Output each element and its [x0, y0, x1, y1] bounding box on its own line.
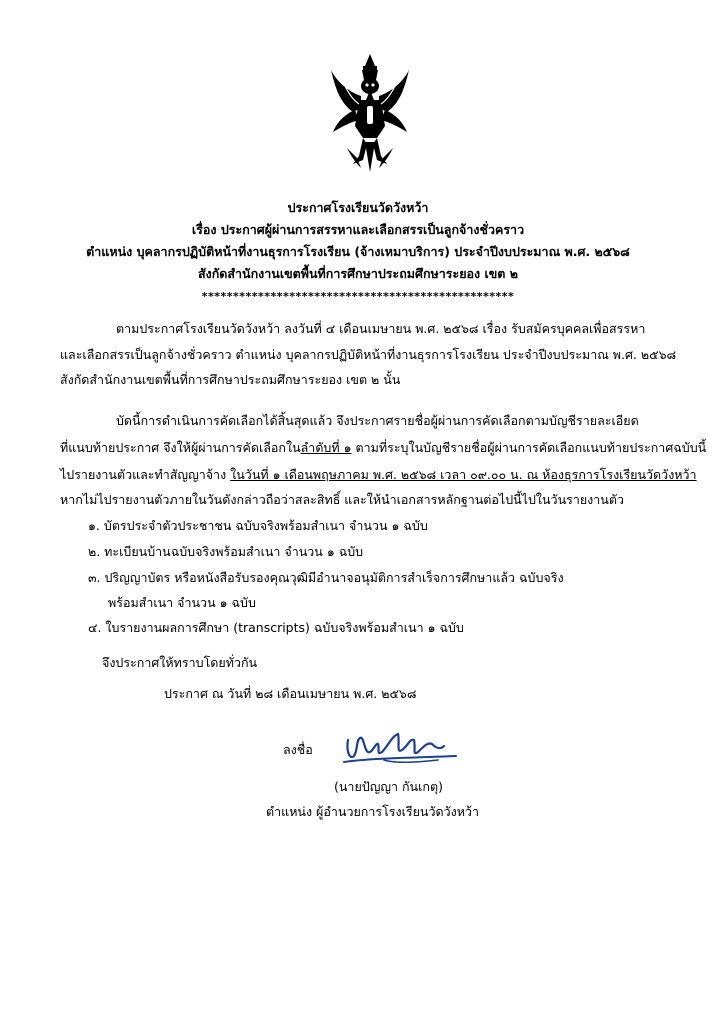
sign-label: ลงชื่อ [283, 742, 313, 757]
rank-highlight: ลำดับที่ ๑ [300, 440, 352, 455]
list-item-1: ๑. บัตรประจำตัวประชาชน ฉบับจริงพร้อมสำเนา จำนวน ๑ ฉบับ [88, 518, 428, 533]
list-item-4: ๔. ใบรายงานผลการศึกษา (transcripts) ฉบับจริงพร้อมสำเนา ๑ ฉบับ [88, 620, 464, 635]
para2-line2: ที่แนบท้ายประกาศ จึงให้ผู้ผ่านการคัดเลือกในลำดับที่ ๑ ตามที่ระบุในบัญชีรายชื่อผู้ผ่านการคัดเลือกแนบท้ายประกาศฉบับนี้ [60, 440, 707, 455]
list-item-3: ๓. ปริญญาบัตร หรือหนังสือรับรองคุณวุฒิมีอำนาจอนุมัติการสำเร็จการศึกษาแล้ว ฉบับจริง [88, 570, 564, 585]
closing-announcement: จึงประกาศให้ทราบโดยทั่วกัน [102, 655, 258, 670]
document-title: ประกาศโรงเรียนวัดวังหว้า [287, 200, 429, 215]
list-item-2: ๒. ทะเบียนบ้านฉบับจริงพร้อมสำเนา จำนวน ๑ ฉบับ [88, 544, 364, 559]
report-date-highlight: ในวันที่ ๑ เดือนพฤษภาคม พ.ศ. ๒๕๖๘ เวลา ๐๙.๐๐ น. ณ ห้องธุรการโรงเรียนวัดวังหว้า [230, 467, 697, 482]
document-position: ตำแหน่ง บุคลากรปฏิบัติหน้าที่งานธุรการโรงเรียน (จ้างเหมาบริการ) ประจำปีงบประมาณ พ.ศ. ๒๕๖๘ [86, 244, 630, 259]
document-subject: เรื่อง ประกาศผู้ผ่านการสรรหาและเลือกสรรเป็นลูกจ้างชั่วคราว [191, 222, 525, 237]
signature-image [340, 722, 460, 772]
para2-line4: หากไม่ไปรายงานตัวภายในวันดังกล่าวถือว่าสละสิทธิ์ และให้นำเอกสารหลักฐานต่อไปนี้ไปในวันรายงานตัว [60, 492, 624, 507]
para1-line3: สังกัดสำนักงานเขตพื้นที่การศึกษาประถมศึกษาระยอง เขต ๒ นั้น [60, 372, 401, 387]
para1-line1: ตามประกาศโรงเรียนวัดวังหว้า ลงวันที่ ๔ เดือนเมษายน พ.ศ. ๒๕๖๘ เรื่อง รับสมัครบุคคลเพื่อสรรหา [116, 321, 646, 336]
para2-line3: ไปรายงานตัวและทำสัญญาจ้าง ในวันที่ ๑ เดือนพฤษภาคม พ.ศ. ๒๕๖๘ เวลา ๐๙.๐๐ น. ณ ห้องธุรการโรงเรียนวัดวังหว้า [60, 467, 697, 482]
para1-line2: และเลือกสรรเป็นลูกจ้างชั่วคราว ตำแหน่ง บุคลากรปฏิบัติหน้าที่งานธุรการโรงเรียน ประจำปีงบประมาณ พ.ศ. ๒๕๖๘ [60, 347, 677, 362]
para2-line1: บัดนี้การดำเนินการคัดเลือกได้สิ้นสุดแล้ว จึงประกาศรายชื่อผู้ผ่านการคัดเลือกตามบัญชีรายละเอียด [116, 413, 639, 428]
list-item-3-continued: พร้อมสำเนา จำนวน ๑ ฉบับ [108, 595, 256, 610]
document-office: สังกัดสำนักงานเขตพื้นที่การศึกษาประถมศึกษาระยอง เขต ๒ [197, 266, 519, 281]
signer-title: ตำแหน่ง ผู้อำนวยการโรงเรียนวัดวังหว้า [266, 804, 480, 819]
signer-name: (นายปัญญา กันเกตุ) [334, 779, 443, 794]
garuda-emblem-icon [325, 52, 415, 174]
header-separator: ************************************************** [201, 290, 515, 303]
announcement-date: ประกาศ ณ วันที่ ๒๘ เดือนเมษายน พ.ศ. ๒๕๖๘ [164, 686, 417, 701]
